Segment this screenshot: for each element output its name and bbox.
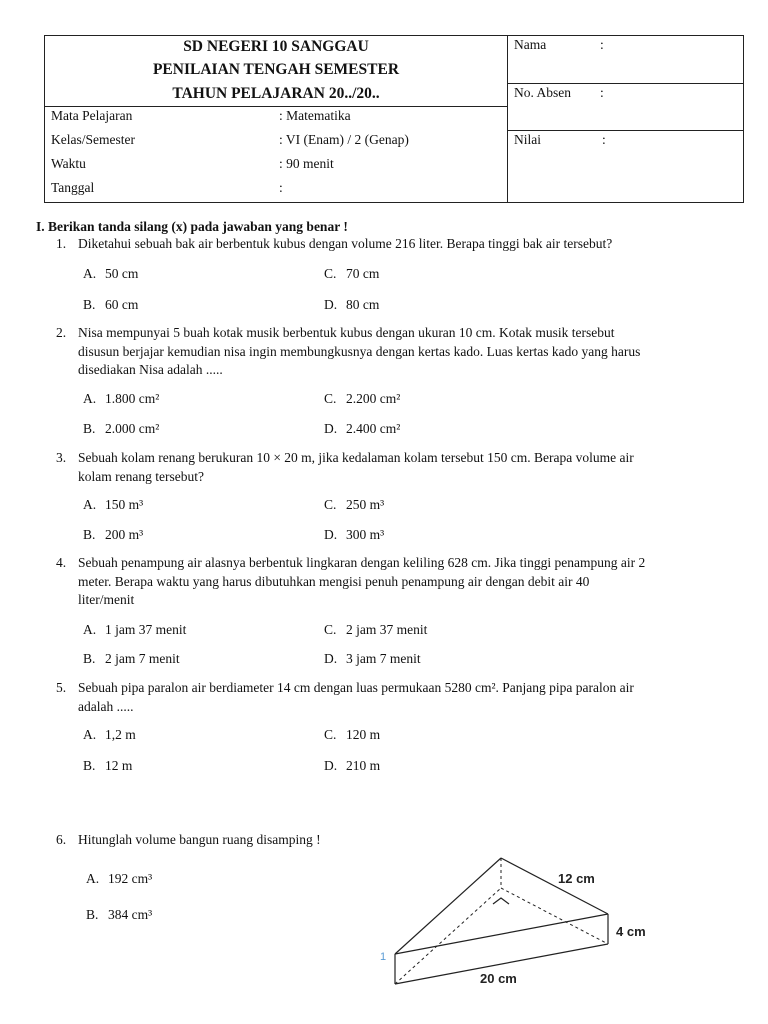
name-label: Nama: [514, 37, 547, 52]
divider: [45, 106, 507, 107]
prism-edge: [395, 914, 608, 954]
question-text: Sebuah penampung air alasnya berbentuk lingkaran dengan keliling 628 cm. Jika tinggi penampung air 2: [78, 555, 646, 570]
school-name: SD NEGERI 10 SANGGAU: [183, 38, 369, 55]
school-year: TAHUN PELAJARAN 20../20..: [172, 85, 380, 102]
divider: [507, 83, 743, 84]
header-table: [44, 35, 744, 203]
option-letter: A.: [83, 266, 97, 281]
option-letter: A.: [83, 391, 97, 406]
option-text: 2.200 cm²: [346, 391, 401, 406]
right-angle-mark: [493, 898, 509, 904]
option-5c[interactable]: [324, 727, 380, 743]
question-text: Sebuah kolam renang berukuran 10 × 20 m, jika kedalaman kolam tersebut 150 cm. Berapa volume air: [78, 450, 634, 465]
option-letter: B.: [86, 907, 99, 922]
label-20cm: 20 cm: [480, 971, 517, 986]
subject-label: Mata Pelajaran: [51, 108, 133, 123]
option-letter: B.: [83, 297, 96, 312]
option-letter: D.: [324, 651, 338, 666]
score-field[interactable]: :: [602, 132, 606, 147]
option-text: 2.000 cm²: [105, 421, 160, 436]
label-4cm: 4 cm: [616, 924, 646, 939]
option-5d[interactable]: [324, 758, 380, 774]
option-letter: B.: [83, 421, 96, 436]
option-5a[interactable]: [83, 727, 136, 743]
option-letter: A.: [83, 497, 97, 512]
class-label: Kelas/Semester: [51, 132, 135, 147]
option-letter: A.: [83, 622, 97, 637]
question-text: Sebuah pipa paralon air berdiameter 14 cm dengan luas permukaan 5280 cm². Panjang pipa paralon air: [78, 680, 634, 695]
option-text: 200 m³: [105, 527, 144, 542]
date-label: Tanggal: [51, 180, 95, 195]
option-letter: A.: [83, 727, 97, 742]
option-text: 1,2 m: [105, 727, 136, 742]
question-number: 6.: [56, 832, 67, 847]
option-4c[interactable]: [324, 622, 427, 638]
option-3a[interactable]: [83, 497, 143, 513]
option-text: 50 cm: [105, 266, 139, 281]
option-text: 120 m: [346, 727, 381, 742]
option-4a[interactable]: [83, 622, 186, 638]
option-text: 12 m: [105, 758, 133, 773]
score-label: Nilai: [514, 132, 541, 147]
option-text: 3 jam 7 menit: [346, 651, 421, 666]
option-3b[interactable]: [83, 527, 143, 543]
option-text: 70 cm: [346, 266, 380, 281]
question-text: Diketahui sebuah bak air berbentuk kubus dengan volume 216 liter. Berapa tinggi bak air tersebut?: [78, 236, 613, 251]
option-text: 2 jam 7 menit: [105, 651, 180, 666]
absen-label: No. Absen: [514, 85, 571, 100]
question-number: 4.: [56, 555, 67, 570]
option-1a[interactable]: [83, 266, 138, 282]
question-text: liter/menit: [78, 592, 135, 607]
absen-field[interactable]: :: [600, 85, 604, 100]
label-12cm: 12 cm: [558, 871, 595, 886]
option-letter: A.: [86, 871, 100, 886]
option-1d[interactable]: [324, 297, 379, 313]
option-text: 2.400 cm²: [346, 421, 401, 436]
option-letter: C.: [324, 391, 337, 406]
hidden-edge: [395, 888, 501, 984]
option-text: 150 m³: [105, 497, 144, 512]
prism-edge: [395, 858, 501, 954]
option-3c[interactable]: [324, 497, 384, 513]
question-number: 2.: [56, 325, 67, 340]
divider: [507, 130, 743, 131]
option-text: 250 m³: [346, 497, 385, 512]
section-instruction: I. Berikan tanda silang (x) pada jawaban yang benar !: [36, 219, 348, 234]
question-number: 3.: [56, 450, 67, 465]
question-number: 1.: [56, 236, 67, 251]
question-text: disusun berjajar kemudian nisa ingin membungkusnya dengan kertas kado. Luas kertas kado yang harus: [78, 343, 641, 359]
option-1c[interactable]: [324, 266, 379, 282]
question-text: adalah .....: [78, 698, 134, 714]
class-value: : VI (Enam) / 2 (Genap): [279, 132, 409, 147]
option-letter: C.: [324, 622, 337, 637]
option-text: 60 cm: [105, 297, 139, 312]
question-text: Nisa mempunyai 5 buah kotak musik berbentuk kubus dengan ukuran 10 cm. Kotak musik tersebut: [78, 325, 615, 340]
hidden-edge: [501, 888, 608, 944]
question-text: kolam renang tersebut?: [78, 468, 204, 484]
option-text: 2 jam 37 menit: [346, 622, 428, 637]
time-value: : 90 menit: [279, 156, 334, 171]
option-2a[interactable]: [83, 391, 159, 407]
option-4b[interactable]: [83, 651, 180, 667]
option-text: 300 m³: [346, 527, 385, 542]
prism-edge: [501, 858, 608, 914]
option-text: 210 m: [346, 758, 381, 773]
option-letter: B.: [83, 758, 96, 773]
question-text: meter. Berapa waktu yang harus dibutuhkan mengisi penuh penampung air dengan debit air 40: [78, 573, 590, 589]
option-text: 192 cm³: [108, 871, 153, 886]
divider: [507, 36, 508, 202]
option-letter: C.: [324, 266, 337, 281]
option-text: 384 cm³: [108, 907, 153, 922]
page-marker: 1: [380, 951, 387, 963]
subject-value: : Matematika: [279, 108, 351, 123]
option-2b[interactable]: [83, 421, 159, 437]
option-letter: D.: [324, 527, 338, 542]
question-text: disediakan Nisa adalah .....: [78, 362, 223, 377]
exam-title: PENILAIAN TENGAH SEMESTER: [152, 61, 400, 78]
option-2d[interactable]: [324, 421, 400, 437]
option-6a[interactable]: [86, 871, 152, 887]
option-text: 80 cm: [346, 297, 380, 312]
option-letter: C.: [324, 727, 337, 742]
option-5b[interactable]: [83, 758, 132, 774]
question-number: 5.: [56, 680, 67, 695]
option-4d[interactable]: [324, 651, 421, 667]
option-letter: D.: [324, 421, 338, 436]
option-3d[interactable]: [324, 527, 384, 543]
date-value: :: [279, 180, 283, 195]
option-2c[interactable]: [324, 391, 400, 407]
option-letter: D.: [324, 758, 338, 773]
option-text: 1 jam 37 menit: [105, 622, 187, 637]
time-label: Waktu: [51, 156, 86, 171]
triangular-prism-figure: [370, 850, 670, 1000]
name-field[interactable]: :: [600, 37, 604, 52]
option-letter: B.: [83, 527, 96, 542]
option-letter: B.: [83, 651, 96, 666]
option-6b[interactable]: [86, 907, 152, 923]
option-letter: D.: [324, 297, 338, 312]
option-letter: C.: [324, 497, 337, 512]
option-text: 1.800 cm²: [105, 391, 160, 406]
option-1b[interactable]: [83, 297, 138, 313]
question-text: Hitunglah volume bangun ruang disamping !: [78, 832, 321, 847]
